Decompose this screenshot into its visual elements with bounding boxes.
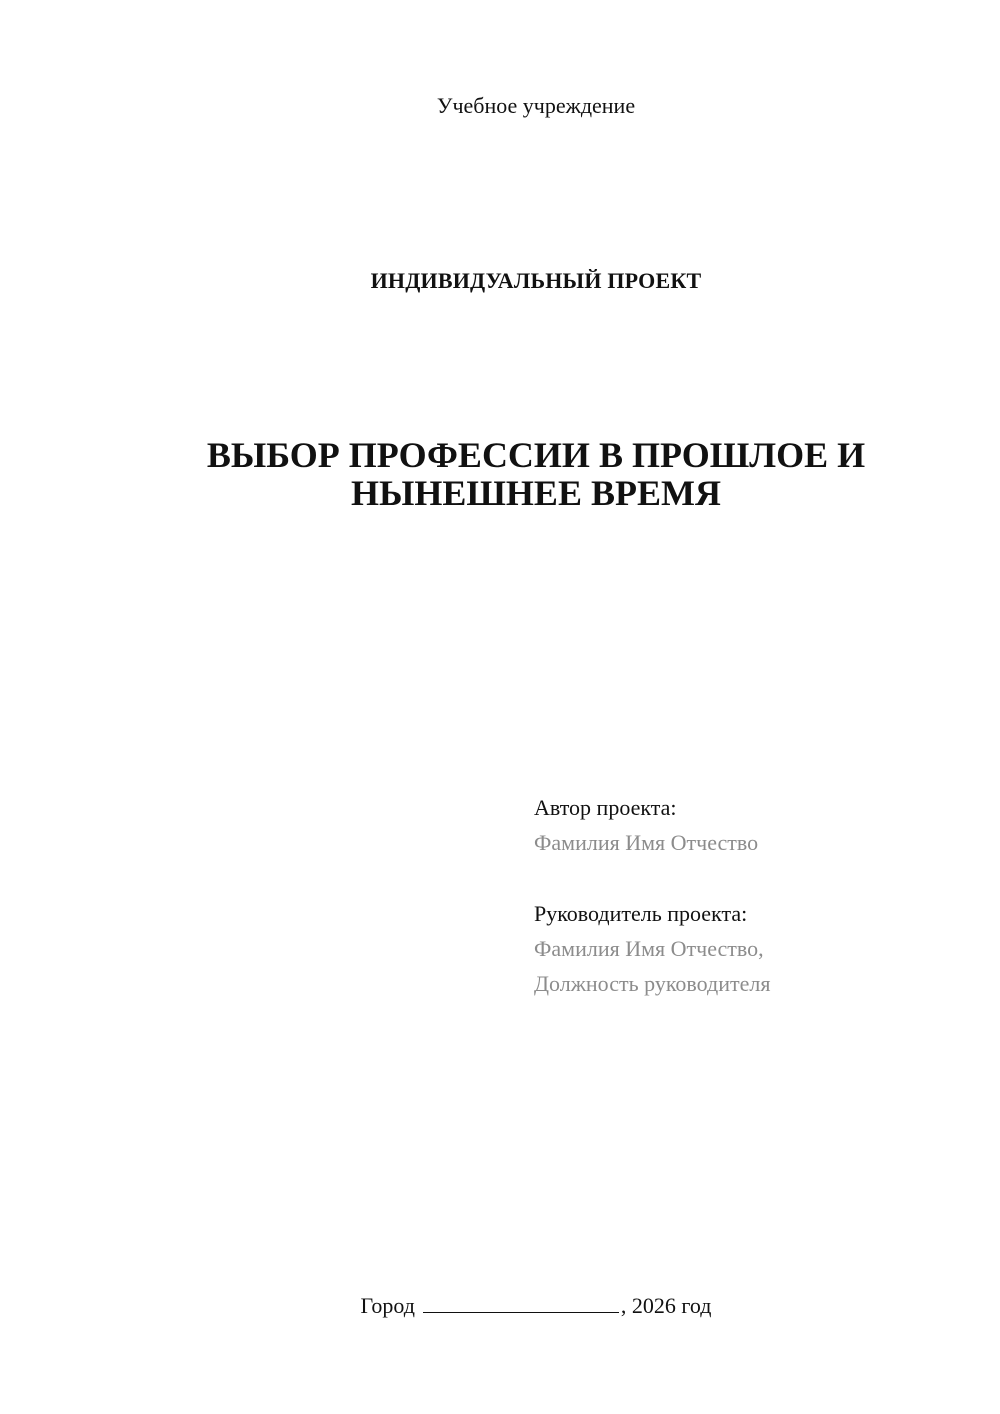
supervisor-label: Руководитель проекта:	[534, 901, 748, 926]
author-name: Фамилия Имя Отчество	[534, 830, 759, 855]
city-label: Город	[360, 1293, 415, 1318]
city-year-line	[0, 1290, 1000, 1321]
document-type: ИНДИВИДУАЛЬНЫЙ ПРОЕКТ	[370, 268, 702, 293]
city-blank-line	[423, 1290, 619, 1313]
author-label: Автор проекта:	[534, 795, 677, 820]
project-info-block	[534, 790, 974, 1001]
info-spacer	[534, 860, 974, 896]
institution-name: Учебное учреждение	[436, 93, 636, 118]
year-text: , 2026 год	[620, 1293, 712, 1318]
project-title	[150, 436, 922, 512]
supervisor-position: Должность руководителя	[534, 971, 771, 996]
project-title-line-1: ВЫБОР ПРОФЕССИИ В ПРОШЛОЕ И	[206, 435, 866, 475]
supervisor-name: Фамилия Имя Отчество,	[534, 936, 764, 961]
project-title-line-2: НЫНЕШНЕЕ ВРЕМЯ	[351, 473, 721, 513]
